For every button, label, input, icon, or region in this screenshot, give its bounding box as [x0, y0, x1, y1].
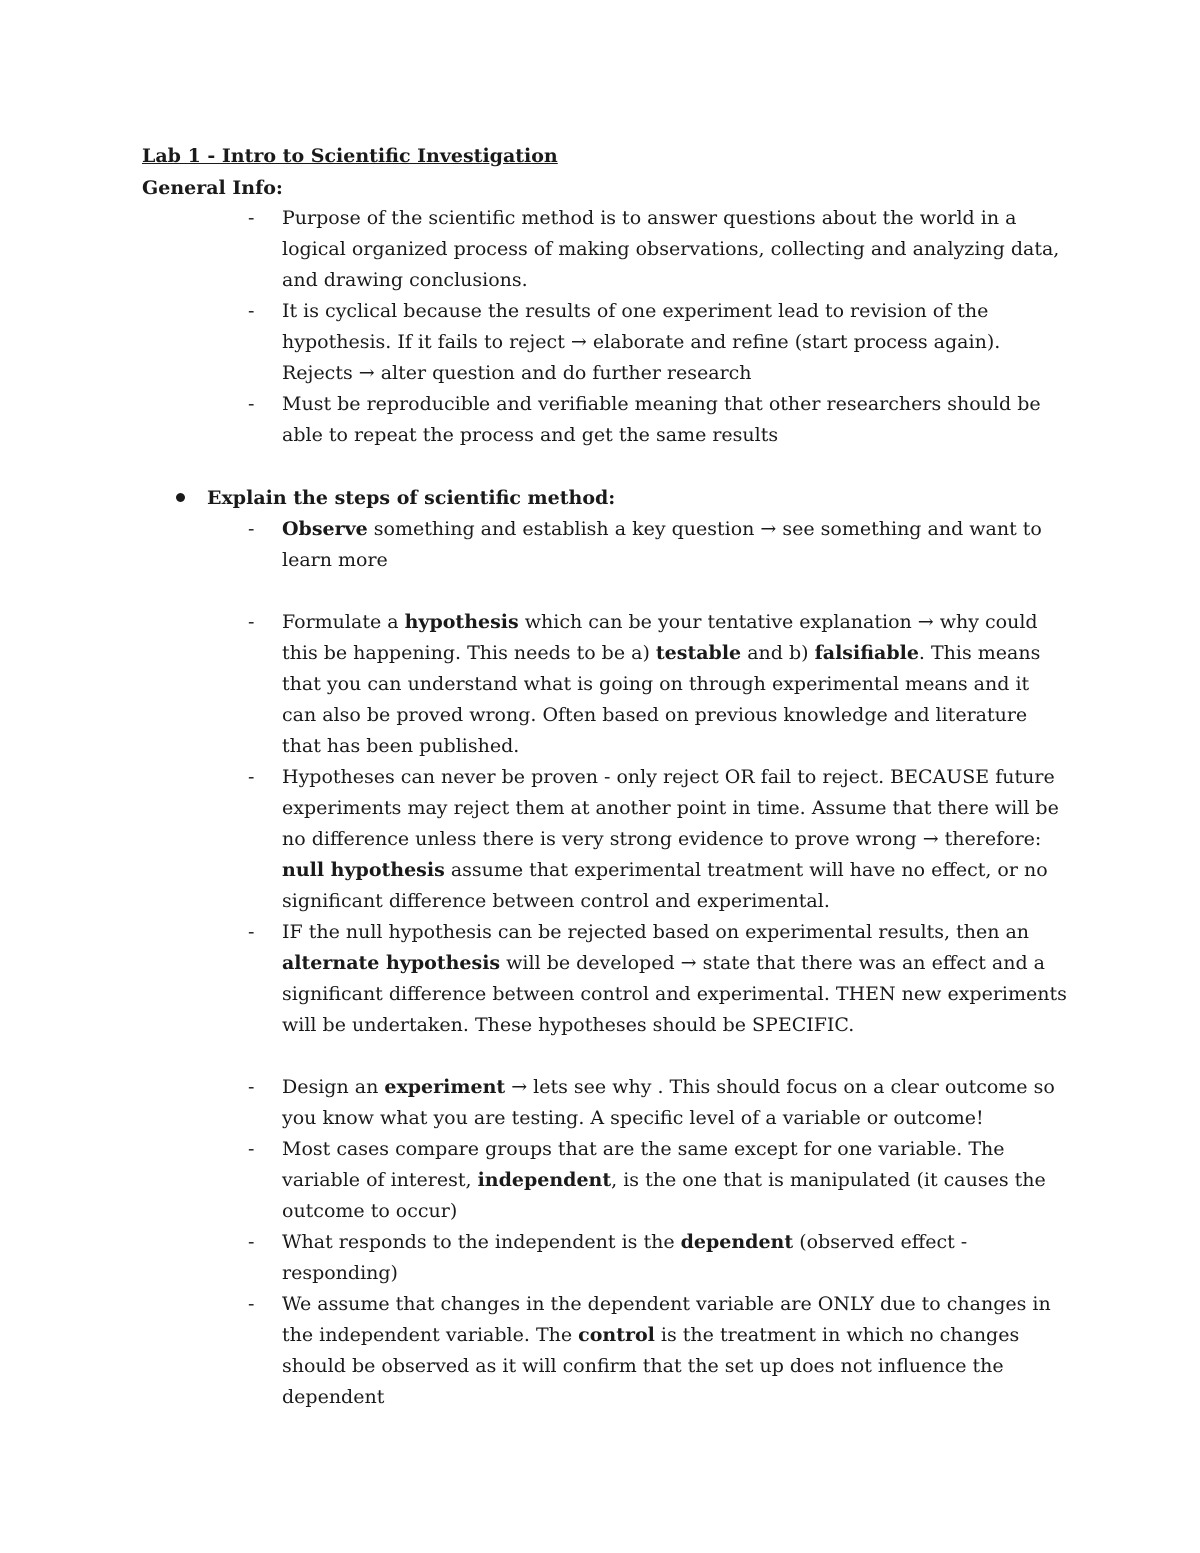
item-text: Purpose of the scientific method is to answer questions about the world in a logical organized process of making observations, collecting and analyzing data, and drawing conclusions.	[282, 207, 1060, 291]
list-item-assume	[248, 1289, 1068, 1413]
term-falsifiable: falsifiable	[814, 642, 919, 664]
item-text: Most cases compare groups that are the same except for one variable. The variable of interest,	[282, 1138, 1005, 1191]
page-title: Lab 1 - Intro to Scientific Investigation	[142, 145, 558, 167]
term-experiment: experiment	[384, 1076, 506, 1098]
item-text: (observed effect - responding)	[282, 1231, 968, 1284]
steps-heading	[176, 483, 615, 514]
dash-marker: -	[248, 1231, 255, 1253]
list-item-observe	[248, 514, 1068, 576]
item-text: What responds to the independent is the	[282, 1231, 681, 1253]
spacer	[248, 576, 1068, 607]
dash-marker: -	[248, 207, 255, 229]
term-dependent: dependent	[680, 1231, 794, 1253]
steps-heading-text: Explain the steps of scientific method:	[207, 487, 616, 509]
dash-marker: -	[248, 1076, 255, 1098]
term-hypothesis: hypothesis	[404, 611, 519, 633]
item-text: Must be reproducible and verifiable meaning that other researchers should be able to repeat the process and get the same results	[282, 393, 1041, 446]
list-item-formulate	[248, 607, 1068, 762]
item-text: Design an	[282, 1076, 385, 1098]
term-null-hypothesis: null hypothesis	[282, 859, 445, 881]
item-text: IF the null hypothesis can be rejected based on experimental results, then an	[282, 921, 1030, 943]
term-observe: Observe	[282, 518, 368, 540]
term-testable: testable	[655, 642, 742, 664]
dash-marker: -	[248, 1138, 255, 1160]
item-text: It is cyclical because the results of one experiment lead to revision of the hypothesis. If it fails to reject → elaborate and refine (start process again). Rejects → alter question and do further research	[282, 300, 1001, 384]
item-text: We assume that changes in the dependent variable are ONLY due to changes in the independent variable. The	[282, 1293, 1051, 1346]
list-item-never-proven	[248, 762, 1068, 917]
list-item-alternate	[248, 917, 1068, 1041]
item-text: will be developed → state that there was an effect and a significant difference between control and experimental. THEN new experiments will be undertaken. These hypotheses should be SPECIFIC.	[282, 952, 1067, 1036]
dash-marker: -	[248, 300, 255, 322]
dash-marker: -	[248, 611, 255, 633]
item-text: . This means that you can understand what is going on through experimental means and it can also be proved wrong. Often based on previous knowledge and literature that has been published.	[282, 642, 1041, 757]
list-item-design	[248, 1072, 1068, 1134]
item-text: → lets see why . This should focus on a clear outcome so you know what you are testing. A specific level of a variable or outcome!	[282, 1076, 1055, 1129]
list-item	[248, 389, 1068, 451]
term-independent: independent	[477, 1169, 612, 1191]
general-info-list	[248, 203, 1068, 451]
term-alternate-hypothesis: alternate hypothesis	[282, 952, 501, 974]
item-text: Formulate a	[282, 611, 405, 633]
item-text: which can be your tentative explanation → why could this be happening. This needs to be a)	[282, 611, 1038, 664]
item-text: , is the one that is manipulated (it causes the outcome to occur)	[282, 1169, 1046, 1222]
dash-marker: -	[248, 921, 255, 943]
list-item-compare	[248, 1134, 1068, 1227]
general-info-heading: General Info:	[142, 177, 283, 199]
list-item	[248, 296, 1068, 389]
list-item-responds	[248, 1227, 1068, 1289]
dash-marker: -	[248, 766, 255, 788]
item-text: something and establish a key question → see something and want to learn more	[282, 518, 1042, 571]
dash-marker: -	[248, 393, 255, 415]
list-item	[248, 203, 1068, 296]
item-text: Hypotheses can never be proven - only reject OR fail to reject. BECAUSE future experiments may reject them at another point in time. Assume that there will be no difference unless there is very strong evidence to prove wrong → therefore:	[282, 766, 1059, 850]
steps-list	[248, 514, 1068, 1413]
dash-marker: -	[248, 1293, 255, 1315]
dash-marker: -	[248, 518, 255, 540]
item-text: assume that experimental treatment will have no effect, or no significant difference between control and experimental.	[282, 859, 1048, 912]
spacer	[248, 1041, 1068, 1072]
item-text: and b)	[741, 642, 815, 664]
item-text: is the treatment in which no changes should be observed as it will confirm that the set up does not influence the dependent	[282, 1324, 1020, 1408]
term-control: control	[578, 1324, 655, 1346]
bullet-icon	[176, 493, 185, 502]
